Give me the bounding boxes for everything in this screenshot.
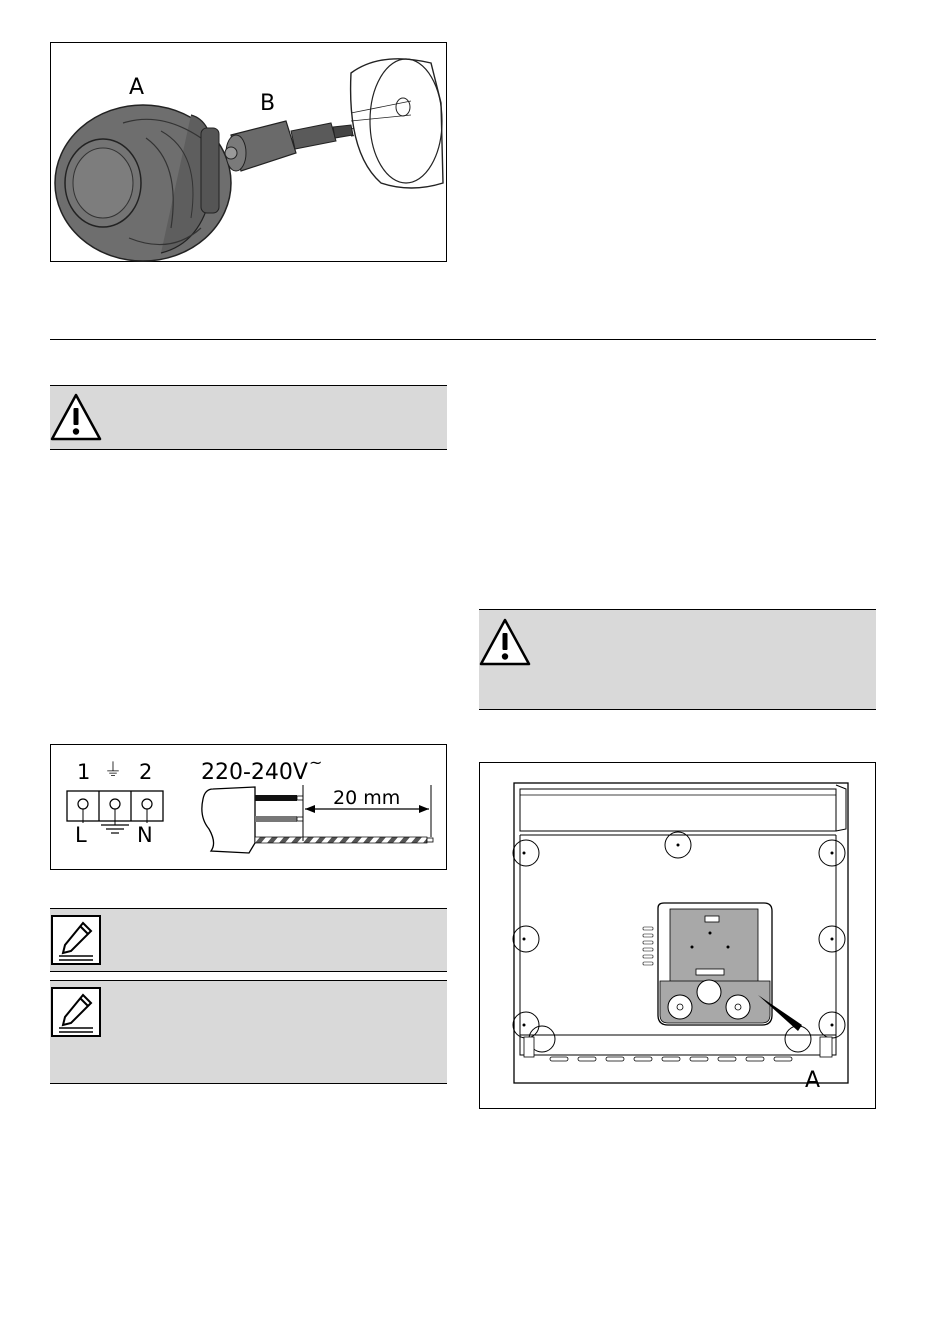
note-box-2 — [50, 980, 447, 1084]
cable-illustration — [199, 781, 439, 861]
note-box-1 — [50, 908, 447, 972]
spindle-label-b: B — [260, 91, 276, 116]
rear-panel-figure — [479, 762, 876, 1109]
voltage-label: 220-240V — [201, 760, 308, 785]
warning-triangle-icon — [479, 617, 531, 667]
warning-triangle-icon — [50, 392, 102, 442]
wiring-figure — [50, 744, 447, 870]
dimension-label: 20 mm — [333, 787, 401, 809]
rear-label-a: A — [805, 1068, 821, 1093]
voltage-tilde: ~ — [309, 753, 323, 772]
section-divider — [50, 339, 876, 340]
pencil-note-icon — [51, 915, 101, 965]
knob-illustration — [51, 43, 448, 263]
terminal-earth-symbol: ⏚ — [104, 760, 122, 781]
knob-removal-figure — [50, 42, 447, 262]
warning-box-left — [50, 385, 447, 450]
terminal-1-label: 1 — [77, 760, 91, 784]
live-label: L — [75, 823, 87, 847]
terminal-2-label: 2 — [139, 760, 153, 784]
rear-panel-illustration — [480, 763, 877, 1110]
knob-label-a: A — [129, 75, 145, 100]
warning-box-right — [479, 609, 876, 710]
pencil-note-icon — [51, 987, 101, 1037]
neutral-label: N — [137, 823, 153, 847]
